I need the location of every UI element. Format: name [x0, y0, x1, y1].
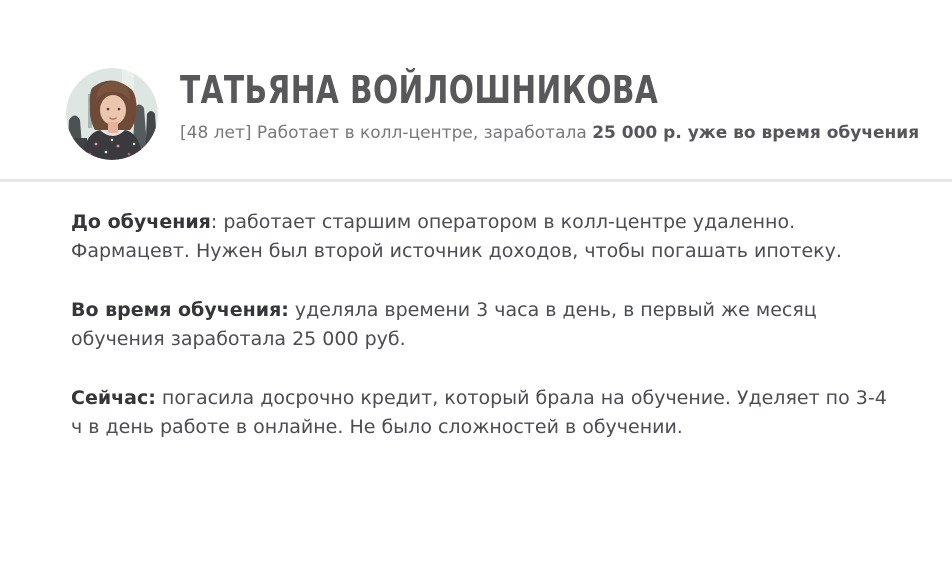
paragraph-text-line2: обучения заработала 25 000 руб. [71, 327, 406, 350]
paragraph-text-line2: Фармацевт. Нужен был второй источник доходов, чтобы погашать ипотеку. [71, 239, 842, 262]
paragraph-lead: До обучения [71, 211, 211, 233]
testimonial-header [0, 0, 952, 160]
person-name-heading: ТАТЬЯНА ВОЙЛОШНИКОВА [180, 68, 659, 112]
paragraph-lead: Сейчас: [71, 387, 156, 409]
header-text [180, 68, 919, 146]
subtitle-prefix: [48 лет] Работает в колл-центре, заработала [180, 123, 593, 143]
subtitle-earnings-highlight: 25 000 р. уже во время обучения [592, 123, 920, 143]
paragraph-before-training [71, 208, 932, 265]
paragraph-during-training [71, 296, 932, 353]
paragraph-text-line2: ч в день работе в онлайне. Не было сложностей в обучении. [71, 415, 683, 438]
avatar-portrait-graphic [66, 68, 158, 160]
paragraph-now [71, 384, 932, 441]
paragraph-text: : работает старшим оператором в колл-центре удаленно. [210, 211, 796, 233]
person-subtitle [180, 120, 919, 146]
paragraph-lead: Во время обучения: [71, 299, 289, 321]
paragraph-text: погасила досрочно кредит, который брала на обучение. Уделяет по 3-4 [155, 387, 887, 409]
avatar [66, 68, 158, 160]
paragraph-text: уделяла времени 3 часа в день, в первый же месяц [288, 299, 817, 321]
testimonial-body [0, 182, 952, 441]
